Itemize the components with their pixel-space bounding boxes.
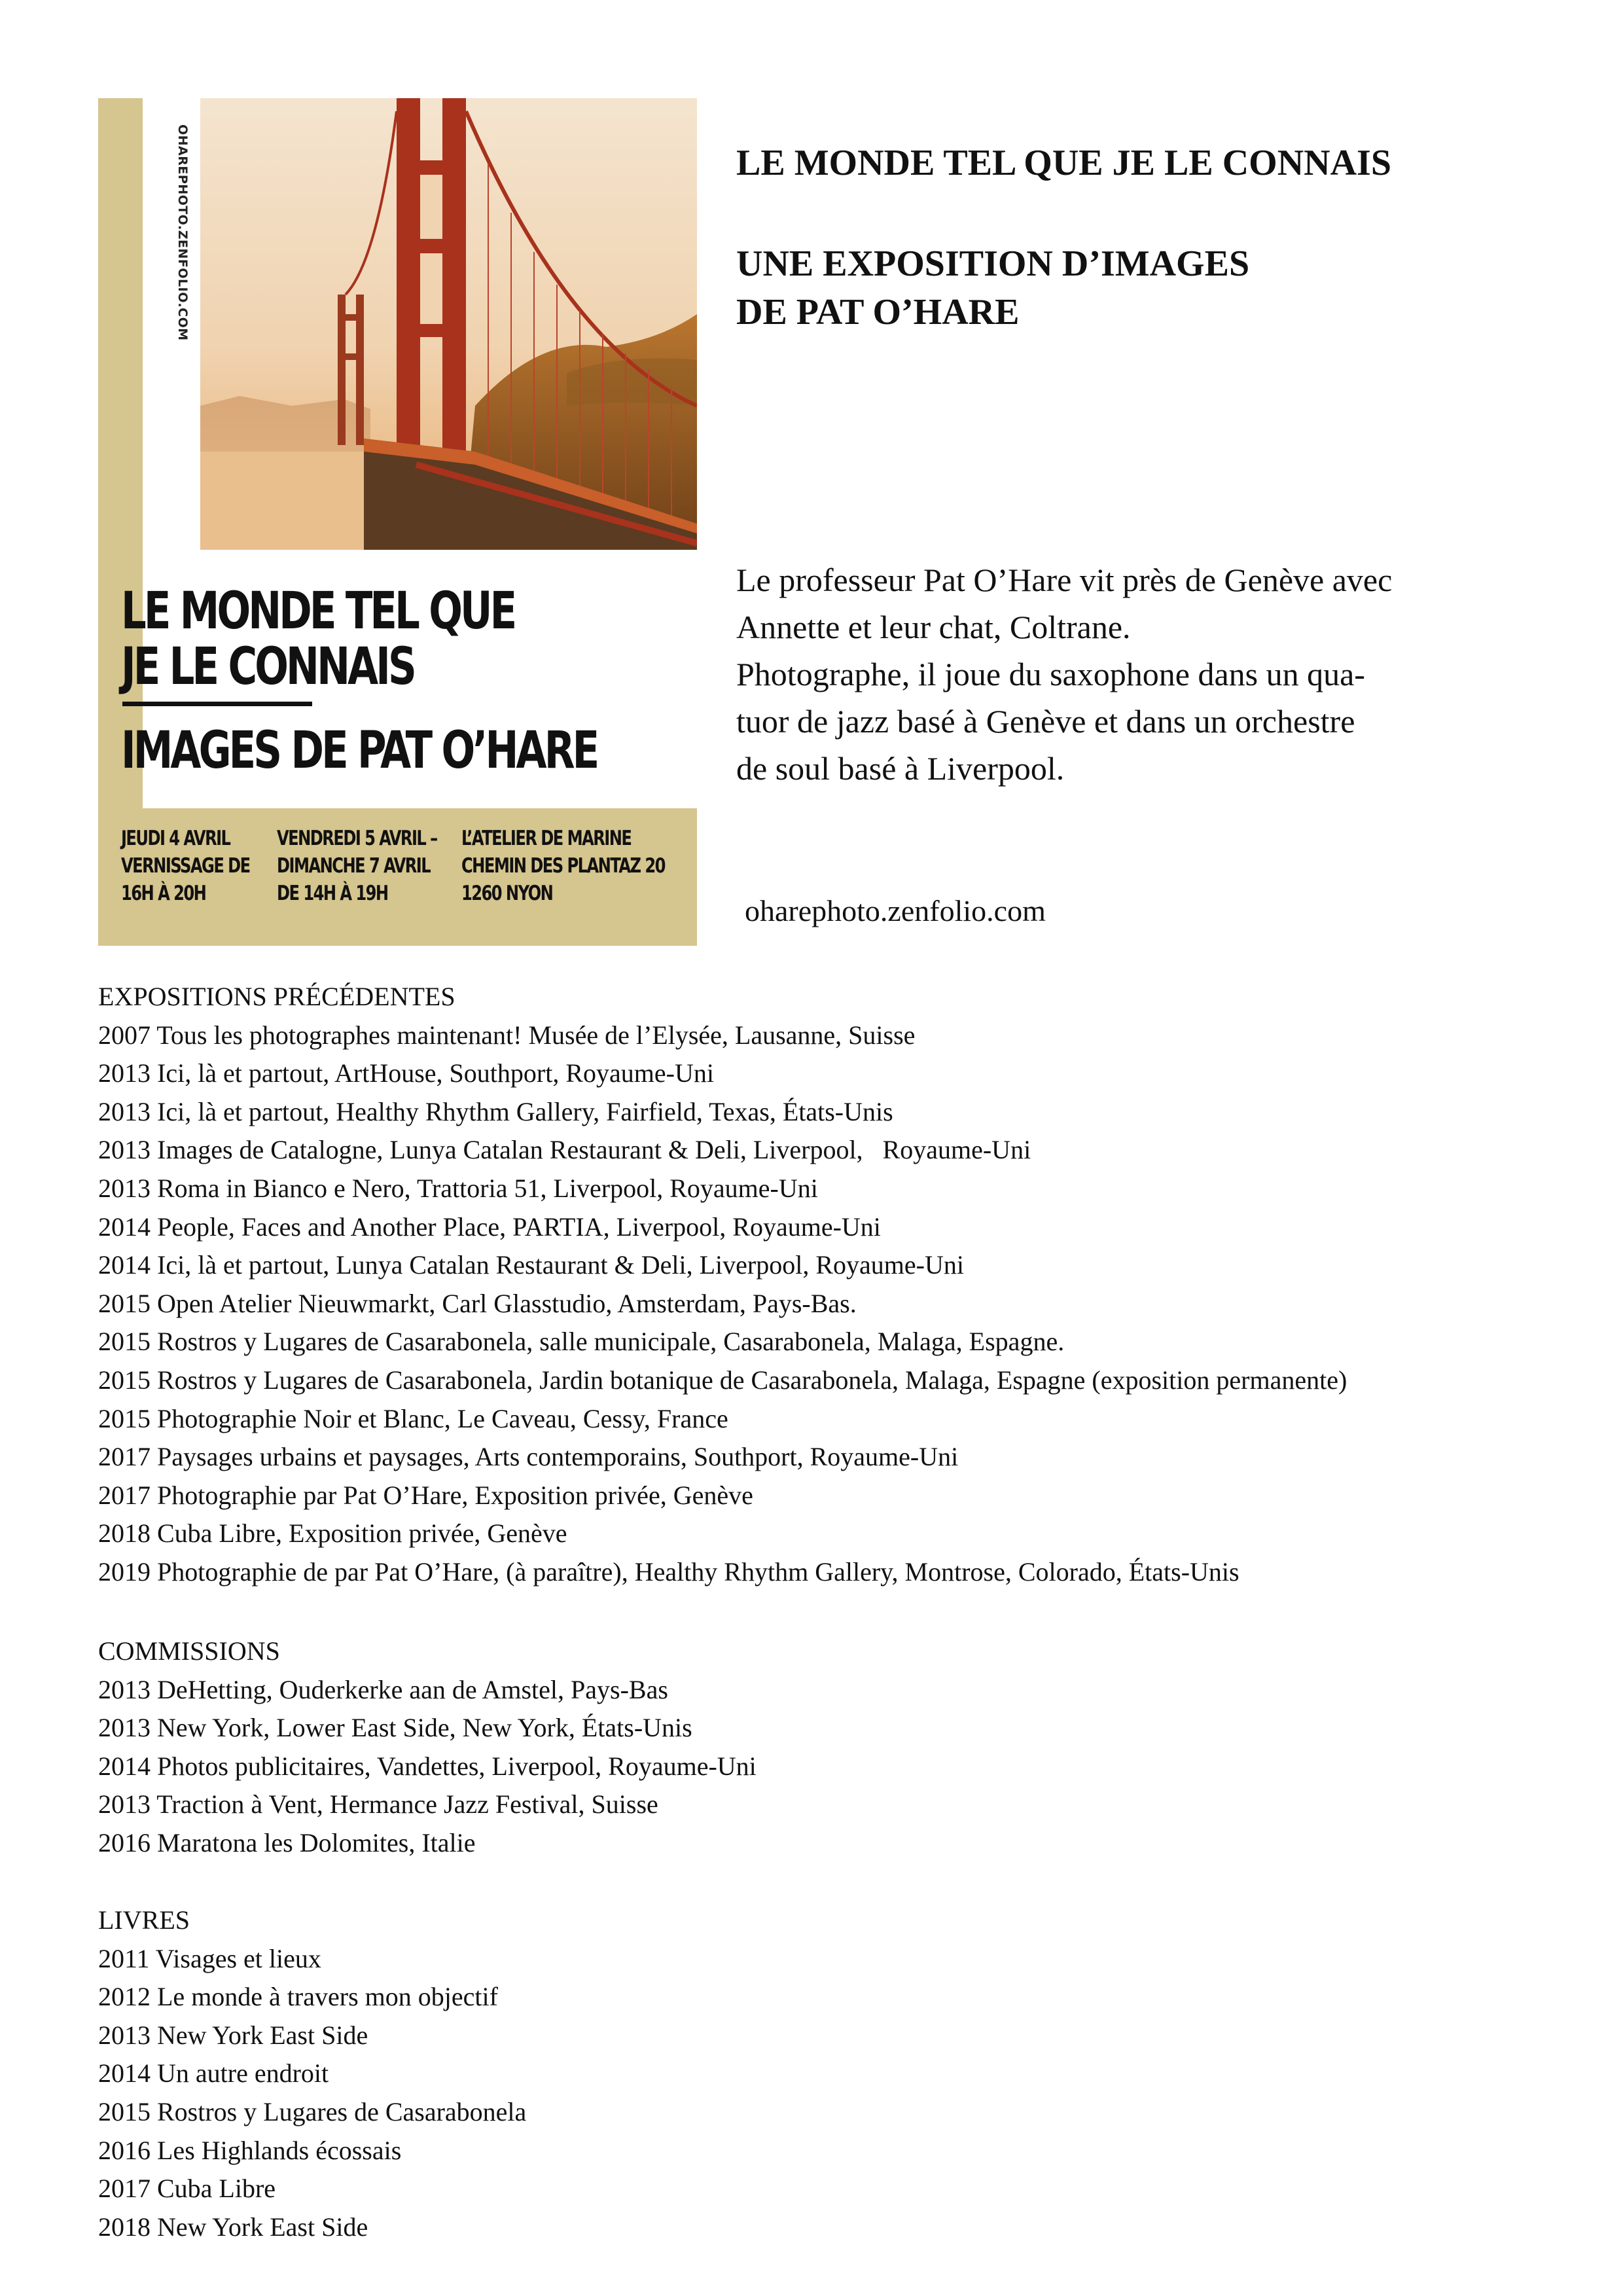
list-item: 2013 DeHetting, Ouderkerke aan de Amstel, Pays-Bas — [98, 1674, 668, 1704]
expositions-list — [98, 1016, 1347, 1592]
books-heading: LIVRES — [98, 1905, 190, 1935]
list-item: 2015 Open Atelier Nieuwmarkt, Carl Glasstudio, Amsterdam, Pays-Bas. — [98, 1288, 857, 1318]
poster-info-line: L’ATELIER DE MARINE — [461, 827, 632, 850]
poster-info-line: 1260 NYON — [461, 882, 553, 905]
list-item: 2018 Cuba Libre, Exposition privée, Genève — [98, 1518, 567, 1549]
poster-subtitle: IMAGES DE PAT O’HARE — [121, 721, 597, 780]
list-item: 2013 Traction à Vent, Hermance Jazz Festival, Suisse — [98, 1789, 658, 1820]
page-title: LE MONDE TEL QUE JE LE CONNAIS — [736, 143, 1391, 183]
list-item: 2013 Ici, là et partout, Healthy Rhythm Gallery, Fairfield, Texas, États-Unis — [98, 1096, 893, 1126]
list-item: 2016 Les Highlands écossais — [98, 2135, 402, 2165]
list-item: 2014 Un autre endroit — [98, 2058, 329, 2089]
poster-info-line: CHEMIN DES PLANTAZ 20 — [461, 854, 665, 878]
list-item: 2012 Le monde à travers mon objectif — [98, 1982, 498, 2012]
commissions-heading: COMMISSIONS — [98, 1636, 280, 1666]
commissions-list — [98, 1671, 757, 1863]
list-item: 2014 Photos publicitaires, Vandettes, Liverpool, Royaume-Uni — [98, 1751, 757, 1781]
exhibition-poster — [98, 98, 697, 946]
list-item: 2015 Rostros y Lugares de Casarabonela, Jardin botanique de Casarabonela, Malaga, Espagne (exposition permanente) — [98, 1365, 1347, 1395]
list-item: 2013 New York East Side — [98, 2020, 368, 2050]
expositions-section — [98, 978, 1347, 1592]
poster-divider — [122, 702, 312, 706]
poster-info-line: DE 14H À 19H — [277, 882, 388, 905]
bio-line: Photographe, il joue du saxophone dans un qua- — [736, 656, 1365, 692]
bio-line: de soul basé à Liverpool. — [736, 750, 1065, 787]
bio-line: Annette et leur chat, Coltrane. — [736, 609, 1131, 645]
poster-title-line-2: JE LE CONNAIS — [121, 637, 414, 696]
website-link[interactable]: oharephoto.zenfolio.com — [745, 894, 1046, 927]
page-subtitle-line-2: DE PAT O’HARE — [736, 292, 1020, 332]
poster-info-line: 16H À 20H — [121, 882, 206, 905]
page-subtitle-line-1: UNE EXPOSITION D’IMAGES — [736, 243, 1250, 284]
poster-info-line: JEUDI 4 AVRIL — [121, 827, 230, 850]
list-item: 2017 Photographie par Pat O’Hare, Exposition privée, Genève — [98, 1480, 753, 1510]
list-item: 2015 Rostros y Lugares de Casarabonela — [98, 2096, 527, 2126]
books-section — [98, 1901, 526, 2246]
poster-title-line-1: LE MONDE TEL QUE — [121, 582, 515, 641]
list-item: 2015 Photographie Noir et Blanc, Le Caveau, Cessy, France — [98, 1403, 728, 1433]
list-item: 2013 New York, Lower East Side, New York, États-Unis — [98, 1713, 692, 1743]
list-item: 2014 People, Faces and Another Place, PARTIA, Liverpool, Royaume-Uni — [98, 1211, 881, 1242]
bio-line: Le professeur Pat O’Hare vit près de Genève avec — [736, 562, 1393, 598]
books-list — [98, 1940, 526, 2247]
list-item: 2013 Roma in Bianco e Nero, Trattoria 51, Liverpool, Royaume-Uni — [98, 1173, 818, 1203]
list-item: 2011 Visages et lieux — [98, 1943, 321, 1973]
list-item: 2016 Maratona les Dolomites, Italie — [98, 1827, 476, 1857]
list-item: 2018 New York East Side — [98, 2212, 368, 2242]
list-item: 2017 Cuba Libre — [98, 2174, 276, 2204]
list-item: 2019 Photographie de par Pat O’Hare, (à paraître), Healthy Rhythm Gallery, Montrose, Colorado, États-Unis — [98, 1556, 1240, 1587]
commissions-section — [98, 1632, 757, 1863]
list-item: 2014 Ici, là et partout, Lunya Catalan Restaurant & Deli, Liverpool, Royaume-Uni — [98, 1250, 964, 1280]
poster-dates-info — [277, 825, 437, 907]
poster-opening-info — [121, 825, 250, 907]
biography — [736, 556, 1522, 792]
poster-website-vertical: OHAREPHOTO.ZENFOLIO.COM — [175, 124, 190, 341]
golden-gate-bridge-photo — [200, 98, 697, 550]
poster-venue-info — [461, 825, 665, 907]
list-item: 2013 Images de Catalogne, Lunya Catalan Restaurant & Deli, Liverpool, Royaume-Uni — [98, 1135, 1031, 1165]
poster-info-line: DIMANCHE 7 AVRIL — [277, 854, 431, 878]
expositions-heading: EXPOSITIONS PRÉCÉDENTES — [98, 982, 455, 1011]
bio-line: tuor de jazz basé à Genève et dans un orchestre — [736, 703, 1355, 740]
list-item: 2015 Rostros y Lugares de Casarabonela, salle municipale, Casarabonela, Malaga, Espagne. — [98, 1327, 1065, 1357]
list-item: 2017 Paysages urbains et paysages, Arts contemporains, Southport, Royaume-Uni — [98, 1442, 959, 1472]
list-item: 2013 Ici, là et partout, ArtHouse, Southport, Royaume-Uni — [98, 1058, 714, 1088]
poster-info-line: VERNISSAGE DE — [121, 854, 250, 878]
list-item: 2007 Tous les photographes maintenant! Musée de l’Elysée, Lausanne, Suisse — [98, 1020, 916, 1050]
poster-info-line: VENDREDI 5 AVRIL – — [277, 827, 437, 850]
